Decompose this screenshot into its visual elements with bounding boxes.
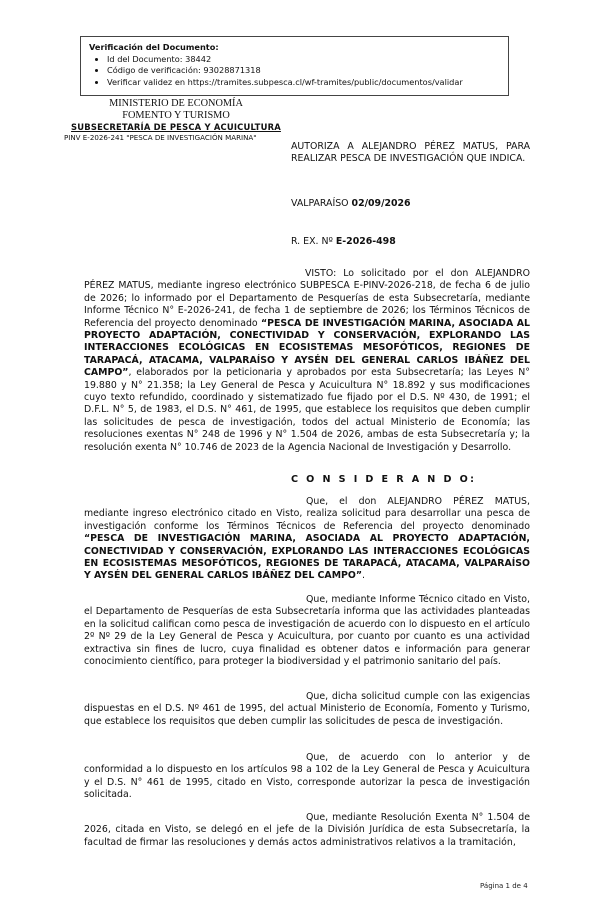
verification-title: Verificación del Documento: [89,42,219,52]
resolution-date-line [291,198,530,210]
considerando-heading: C O N S I D E R A N D O: [291,474,477,485]
ministry-name-2: FOMENTO Y TURISMO [122,110,230,121]
resolution-number-line [291,236,530,248]
considerando-1-project: “PESCA DE INVESTIGACIÓN MARINA, ASOCIADA AL PROYECTO ADAPTACIÓN, CONECTIVIDAD Y CONSERVACIÓN, EXPLORANDO LAS INTERACCIONES ECOLÓGICAS EN ECOSISTEMAS MESOFÓTICOS, REGIONES DE TARAPACÁ, ATACAMA, VALPARAÍSO Y AYSÉN DEL GENERAL CARLOS IBÁÑEZ DEL CAMPO” [84,533,530,582]
resolution-date: 02/09/2026 [351,198,411,209]
considerando-5: Que, mediante Resolución Exenta N° 1.504 de 2026, citada en Visto, se delegó en el jefe de la División Jurídica de esta Subsecretaría, la facultad de firmar las resoluciones y demás actos administrativos relativos a la tramitación, [84,812,530,848]
letterhead [60,98,292,143]
resolution-place: VALPARAÍSO [291,198,349,209]
considerando-1-text: Que, el don ALEJANDRO PÉREZ MATUS, mediante ingreso electrónico citado en Visto, realiza solicitud para desarrollar una pesca de investigación conforme los Términos Técnicos de Referencia del proyecto denominado [84,496,530,532]
resolution-number-label: R. EX. Nº [291,236,333,247]
verification-id: • Id del Documento: 38442 [107,54,502,66]
verification-box [80,36,509,96]
considerando-2: Que, mediante Informe Técnico citado en Visto, el Departamento de Pesquerías de esta Subsecretaría informa que las actividades planteadas en la solicitud califican como pesca de investigación de acuerdo con lo dispuesto en el artículo 2º Nº 29 de la Ley General de Pesca y Acuicultura, por cuanto por cuanto es una actividad extractiva sin fines de lucro, cuya finalidad es obtener datos e información para generar conocimiento científico, para proteger la biodiversidad y el patrimonio sanitario del país. [84,594,530,668]
subsecretaria-name: SUBSECRETARÍA DE PESCA Y ACUICULTURA [71,122,281,132]
page-number: Página 1 de 4 [480,882,528,890]
verification-code: • Código de verificación: 93028871318 [107,65,502,77]
resolution-number: E-2026-498 [335,236,396,247]
verification-url[interactable]: • Verificar validez en https://tramites.subpesca.cl/wf-tramites/public/documentos/validar [107,77,502,89]
considerando-3: Que, dicha solicitud cumple con las exigencias dispuestas en el D.S. Nº 461 de 1995, del actual Ministerio de Economía, Fomento y Turismo, que establece los requisitos que deben cumplir las solicitudes de pesca de investigación. [84,691,530,727]
considerando-1 [84,496,530,583]
considerando-1-end: . [362,570,366,582]
visto-paragraph [84,268,530,454]
verification-list [89,54,502,89]
visto-text-2: , elaborados por la peticionaria y aprobados por esta Subsecretaría; las Leyes N° 19.880 y N° 21.358; la Ley General de Pesca y Acuicultura N° 18.892 y sus modificaciones cuyo texto refundido, coordinado y sistematizado fue fijado por el D.S. Nº 430, de 1991; el D.F.L. N° 5, de 1983, el D.S. N° 461, de 1995, que establece los requisitos que deben cumplir las solicitudes de pesca de investigación, todos del actual Ministerio de Economía; las resoluciones exentas N° 248 de 1996 y N° 1.504 de 2026, ambas de esta Subsecretaría y; la resolución exenta N° 10.746 de 2023 de la Agencia Nacional de Investigación y Desarrollo. [84,367,530,453]
considerando-4: Que, de acuerdo con lo anterior y de conformidad a lo dispuesto en los artículos 98 a 102 de la Ley General de Pesca y Acuicultura y el D.S. N° 461 de 1995, citado en Visto, corresponde autorizar la pesca de investigación solicitada. [84,752,530,801]
resolution-subject: AUTORIZA A ALEJANDRO PÉREZ MATUS, PARA REALIZAR PESCA DE INVESTIGACIÓN QUE INDICA. [291,141,530,165]
document-reference: PINV E-2026-241 "PESCA DE INVESTIGACIÓN MARINA" [64,133,257,142]
visto-text-1: VISTO: Lo solicitado por el don ALEJANDRO PÉREZ MATUS, mediante ingreso electrónico SUBPESCA E-PINV-2026-218, de fecha 6 de julio de 2026; lo informado por el Departamento de Pesquerías de esta Subsecretaría, mediante Informe Técnico N° E-2026-241, de fecha 1 de septiembre de 2026; los Términos Técnicos de Referencia del proyecto denominado [84,268,530,329]
visto-project-name: “PESCA DE INVESTIGACIÓN MARINA, ASOCIADA AL PROYECTO ADAPTACIÓN, CONECTIVIDAD Y CONSERVACIÓN, EXPLORANDO LAS INTERACCIONES ECOLÓGICAS EN ECOSISTEMAS MESOFÓTICOS, REGIONES DE TARAPACÁ, ATACAMA, VALPARAÍSO Y AYSÉN DEL GENERAL CARLOS IBÁÑEZ DEL CAMPO” [84,317,530,379]
ministry-name: MINISTERIO DE ECONOMÍA [109,98,243,109]
